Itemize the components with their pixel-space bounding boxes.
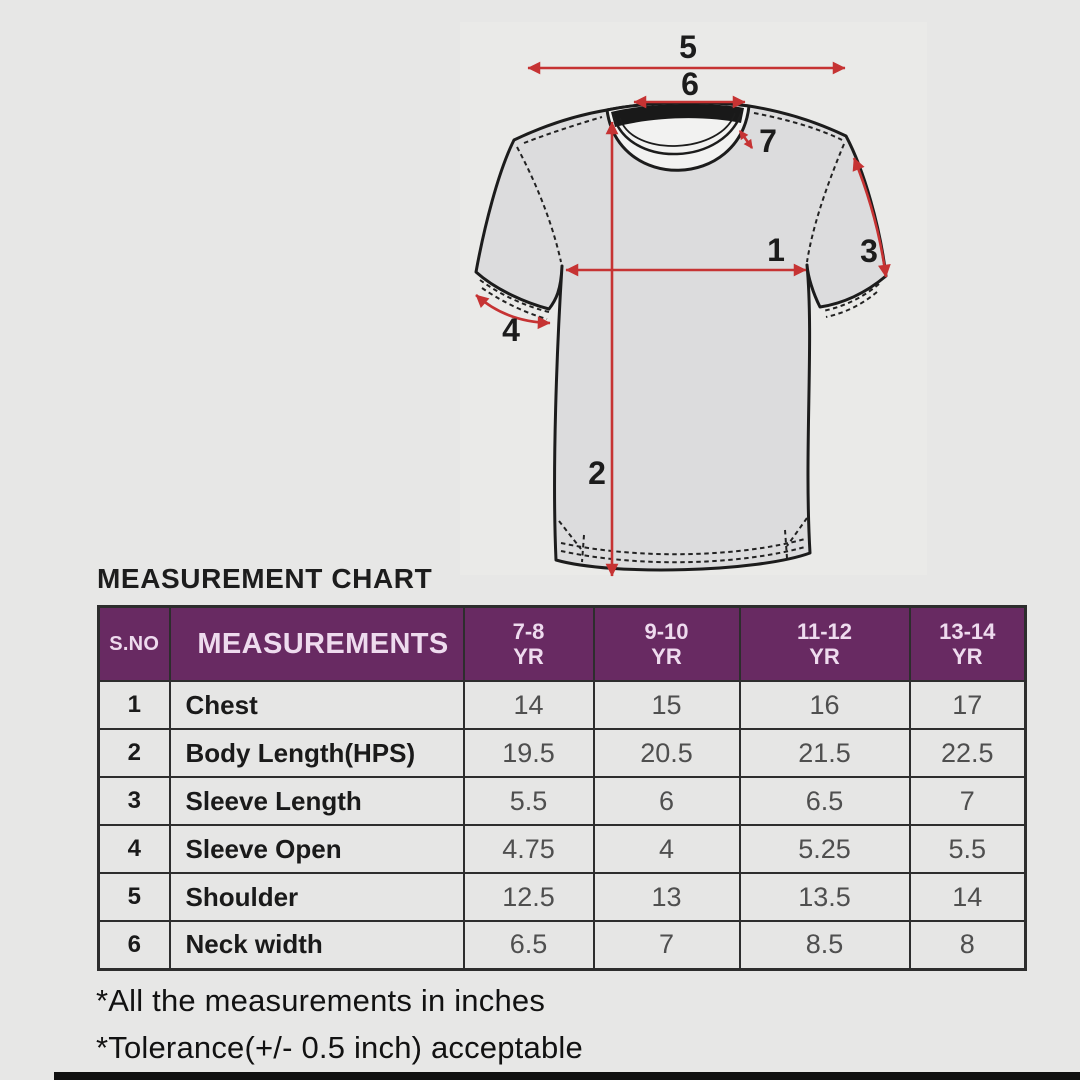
table-row — [99, 873, 1026, 921]
measurement-name: Neck width — [170, 921, 464, 969]
label-chest: 1 — [767, 232, 785, 268]
header-size-9-10 — [594, 607, 740, 682]
value-cell: 4 — [594, 825, 740, 873]
value-cell: 8.5 — [740, 921, 910, 969]
measurement-name: Body Length(HPS) — [170, 729, 464, 777]
row-number: 6 — [99, 921, 170, 969]
value-cell: 5.25 — [740, 825, 910, 873]
header-size-13-14 — [910, 607, 1026, 682]
value-cell: 6 — [594, 777, 740, 825]
table-row — [99, 777, 1026, 825]
size-label-line1: 13-14 — [939, 618, 996, 644]
value-cell: 5.5 — [910, 825, 1026, 873]
measurement-name: Shoulder — [170, 873, 464, 921]
size-label-line2: YR — [951, 644, 983, 669]
value-cell: 12.5 — [464, 873, 594, 921]
size-label-line2: YR — [513, 644, 544, 669]
value-cell: 13.5 — [740, 873, 910, 921]
value-cell: 16 — [740, 681, 910, 729]
bottom-edge-bar — [54, 1072, 1080, 1080]
measurement-name: Sleeve Open — [170, 825, 464, 873]
header-size-7-8 — [464, 607, 594, 682]
label-collar: 7 — [759, 123, 777, 159]
row-number: 4 — [99, 825, 170, 873]
row-number: 3 — [99, 777, 170, 825]
header-size-11-12 — [740, 607, 910, 682]
size-label-line1: 9-10 — [644, 618, 689, 644]
value-cell: 15 — [594, 681, 740, 729]
measurement-name: Sleeve Length — [170, 777, 464, 825]
page-title: MEASUREMENT CHART — [97, 563, 433, 594]
header-measurements: MEASUREMENTS — [170, 607, 464, 682]
table-body — [99, 681, 1026, 969]
row-number: 2 — [99, 729, 170, 777]
size-label-line2: YR — [809, 644, 840, 669]
value-cell: 17 — [910, 681, 1026, 729]
label-sleeve-open: 4 — [502, 312, 520, 348]
header-sno: S.NO — [99, 607, 170, 682]
table-row — [99, 681, 1026, 729]
value-cell: 5.5 — [464, 777, 594, 825]
value-cell: 6.5 — [740, 777, 910, 825]
table-header-row — [99, 607, 1026, 682]
value-cell: 4.75 — [464, 825, 594, 873]
size-label-line2: YR — [651, 644, 682, 669]
size-label-line1: 7-8 — [512, 618, 545, 644]
table-header — [99, 607, 1026, 682]
table-row — [99, 921, 1026, 969]
row-number: 5 — [99, 873, 170, 921]
label-neck-width: 6 — [681, 66, 699, 102]
value-cell: 19.5 — [464, 729, 594, 777]
table-row — [99, 825, 1026, 873]
value-cell: 6.5 — [464, 921, 594, 969]
size-label-line1: 11-12 — [796, 618, 853, 644]
value-cell: 21.5 — [740, 729, 910, 777]
value-cell: 14 — [464, 681, 594, 729]
row-number: 1 — [99, 681, 170, 729]
value-cell: 14 — [910, 873, 1026, 921]
note-tolerance: *Tolerance(+/- 0.5 inch) acceptable — [96, 1030, 583, 1065]
label-body-length: 2 — [588, 455, 606, 491]
label-sleeve-length: 3 — [860, 233, 878, 269]
value-cell: 8 — [910, 921, 1026, 969]
measurement-name: Chest — [170, 681, 464, 729]
value-cell: 13 — [594, 873, 740, 921]
label-shoulder: 5 — [679, 29, 697, 65]
table-row — [99, 729, 1026, 777]
value-cell: 20.5 — [594, 729, 740, 777]
value-cell: 7 — [594, 921, 740, 969]
note-units: *All the measurements in inches — [96, 983, 546, 1018]
value-cell: 22.5 — [910, 729, 1026, 777]
footnotes — [96, 977, 583, 1071]
value-cell: 7 — [910, 777, 1026, 825]
measurement-table — [97, 605, 1027, 971]
